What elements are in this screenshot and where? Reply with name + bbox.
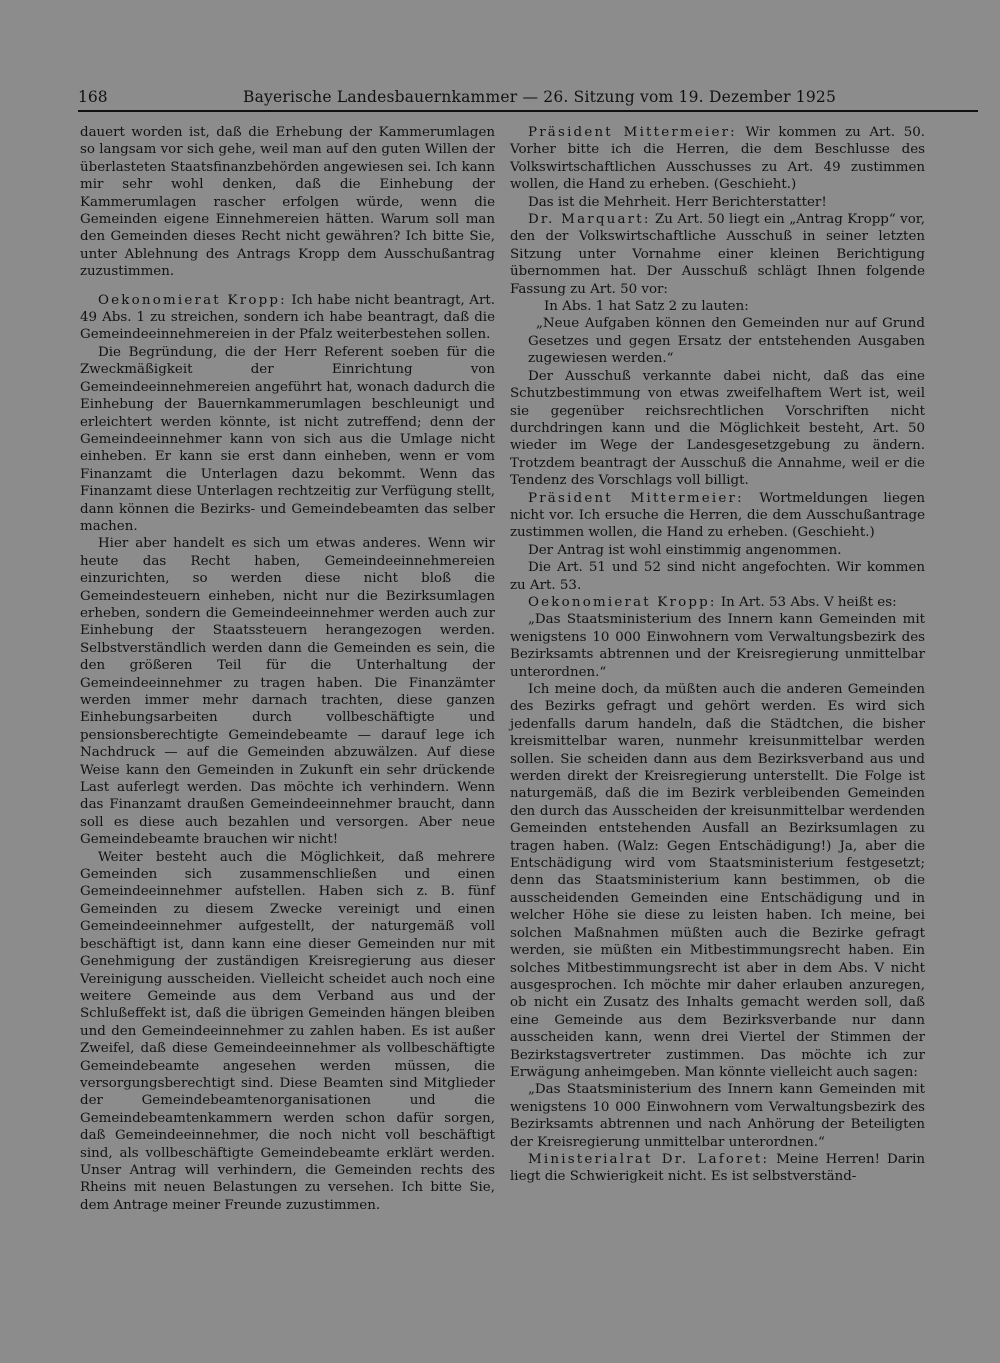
- page-header: [78, 88, 978, 112]
- paragraph: [510, 1151, 925, 1186]
- paragraph: dauert worden ist, daß die Erhebung der Kammerumlagen so langsam vor sich gehe, weil man auf den guten Willen der überlasteten Staatsfinanzbehörden angewiesen sei. Ich kann mir sehr wohl denken, daß die Einhebung der Kammerumlagen rascher erfolgen würde, wenn die Gemeinden eigene Einnehmereien hätten. Warum soll man den Gemeinden dieses Recht nicht gewähren? Ich bitte Sie, unter Ablehnung des Antrags Kropp dem Ausschußantrag zuzustimmen.: [80, 125, 495, 280]
- paragraph: [510, 490, 925, 542]
- paragraph: Weiter besteht auch die Möglichkeit, daß mehrere Gemeinden sich zusammenschließen und einen Gemeindeeinnehmer aufstellen. Haben sich z. B. fünf Gemeinden zu diesem Zwecke vereinigt und einen Gemeindeeinnehmer aufgestellt, der naturgemäß voll beschäftigt ist, dann kann eine dieser Gemeinden nur mit Genehmigung der zuständigen Kreisregierung aus dieser Vereinigung ausscheiden. Vielleicht scheidet auch noch eine weitere Gemeinde aus dem Verband aus und der Schlußeffekt ist, daß die übrigen Gemeinden hängen bleiben und den Gemeindeeinnehmer zu zahlen haben. Es ist außer Zweifel, daß diese Gemeindeeinnehmer als vollbeschäftigte Gemeindebeamte angesehen werden müssen, die versorgungsberechtigt sind. Diese Beamten sind Mitglieder der Gemeindebeamtenorganisationen und die Gemeindebeamtenkammern werden schon dafür sorgen, daß Gemeindeeinnehmer, die noch nicht voll beschäftigt sind, als vollbeschäftigte Gemeindebeamte erklärt werden. Unser Antrag will verhindern, die Gemeinden rechts des Rheins mit neuen Belastungen zu versehen. Ich bitte Sie, dem Antrage meiner Freunde zuzustimmen.: [80, 849, 495, 1213]
- paragraph: „Das Staatsministerium des Innern kann Gemeinden mit wenigstens 10 000 Einwohnern vom Verwaltungsbezirk des Bezirksamts abtrennen und nach Anhörung der Beteiligten der Kreisregierung unmittelbar unterordnen.“: [510, 1082, 925, 1150]
- right-column: [510, 124, 925, 1186]
- speech-text: Meine Herren! Darin liegt die Schwierigkeit nicht. Es ist selbstverständ-: [510, 1151, 925, 1185]
- paragraph: Der Ausschuß verkannte dabei nicht, daß das eine Schutzbestimmung von etwas zweifelhaftem Wert ist, weil sie gegenüber reichsrechtlichen Vorschriften nicht durchdringen kann und die Möglichkeit besteht, Art. 50 wieder im Wege der Landesgesetzgebung zu ändern. Trotzdem beantragt der Ausschuß die Annahme, weil er die Tendenz des Vorschlags voll billigt.: [510, 368, 925, 489]
- speaker-name: Oekonomierat Kropp:: [528, 594, 717, 610]
- paragraph: Hier aber handelt es sich um etwas anderes. Wenn wir heute das Recht haben, Gemeindeeinnehmereien einzurichten, so werden diese nicht bloß die Gemeindesteuern einheben, nicht nur die Bezirksumlagen erheben, sondern die Gemeindeeinnehmer werden auch zur Einhebung der Staatssteuern herangezogen werden. Selbstverständlich werden dann die Gemeinden es sein, die den größeren Teil für die Unterhaltung der Gemeindeeinnehmer zu tragen haben. Die Finanzämter werden immer mehr darnach trachten, diese ganzen Einhebungsarbeiten durch vollbeschäftigte und pensionsberechtigte Gemeindebeamte — darauf lege ich Nachdruck — auf die Gemeinden abzuwälzen. Auf diese Weise kann den Gemeinden in Zukunft ein sehr drückende Last auferlegt werden. Das möchte ich verhindern. Wenn das Finanzamt draußen Gemeindeeinnehmer braucht, dann soll es diese auch bezahlen und versorgen. Aber neue Gemeindebeamte brauchen wir nicht!: [80, 536, 495, 848]
- speaker-name: Dr. Marquart:: [528, 212, 651, 228]
- page-number: 168: [78, 88, 108, 106]
- speaker-name: Präsident Mittermeier:: [528, 125, 737, 140]
- left-column: [80, 124, 495, 1214]
- running-title: Bayerische Landesbauernkammer — 26. Sitzung vom 19. Dezember 1925: [243, 88, 837, 106]
- paragraph: „Das Staatsministerium des Innern kann Gemeinden mit wenigstens 10 000 Einwohnern vom Verwaltungsbezirk des Bezirksamts abtrennen und der Kreisregierung unmittelbar unterordnen.“: [510, 612, 925, 680]
- speech-text: Wortmeldungen liegen nicht vor. Ich ersuche die Herren, die dem Ausschußantrage zustimmen wollen, die Hand zu erheben. (Geschieht.): [510, 490, 925, 541]
- speaker-name: Präsident Mittermeier:: [528, 490, 744, 506]
- paragraph: In Abs. 1 hat Satz 2 zu lauten:: [544, 299, 749, 315]
- paragraph: Der Antrag ist wohl einstimmig angenommen.: [528, 542, 842, 558]
- paragraph: [510, 211, 925, 298]
- speech-text: Zu Art. 50 liegt ein „Antrag Kropp“ vor, den der Volkswirtschaftliche Ausschuß in seiner letzten Sitzung unter Vornahme einer kleinen Berichtigung übernommen hat. Der Ausschuß schlägt Ihnen folgende Fassung zu Art. 50 vor:: [510, 212, 925, 297]
- paragraph: „Neue Aufgaben können den Gemeinden nur auf Grund Gesetzes und gegen Ersatz der entstehenden Ausgaben zugewiesen werden.“: [528, 316, 925, 367]
- paragraph: Das ist die Mehrheit. Herr Berichterstatter!: [528, 194, 827, 210]
- paragraph: [80, 292, 495, 344]
- paragraph: Ich meine doch, da müßten auch die anderen Gemeinden des Bezirks gefragt und gehört werden. Es wird sich jedenfalls darum handeln, daß die Städtchen, die bisher kreismittelbar waren, nunmehr kreisunmittelbar werden sollen. Sie scheiden dann aus dem Bezirksverband aus und werden direkt der Kreisregierung unterstellt. Die Folge ist naturgemäß, daß die im Bezirk verbleibenden Gemeinden den durch das Ausscheiden der kreisunmittelbar werdenden Gemeinden entstehenden Ausfall an Bezirksumlagen zu tragen haben. (Walz: Gegen Entschädigung!) Ja, aber die Entschädigung wird vom Staatsministerium festgesetzt; denn das Staatsministerium kann bestimmen, ob die ausscheidenden Gemeinden eine Entschädigung und in welcher Höhe sie diese zu leisten haben. Ich meine, bei solchen Maßnahmen müßten auch die Bezirke gefragt werden, sie müßten ein Mitbestimmungsrecht haben. Ein solches Mitbestimmungsrecht ist aber in dem Abs. V nicht ausgesprochen. Ich möchte mir daher erlauben anzuregen, ob nicht ein Zusatz des Inhalts gemacht werden soll, daß eine Gemeinde aus dem Bezirksverbande nur dann ausscheiden kann, wenn drei Viertel der Stimmen der Bezirkstagsvertreter zustimmen. Das möchte ich zur Erwägung anheimgeben. Man könnte vielleicht auch sagen:: [510, 682, 925, 1080]
- speech-text: Ich habe nicht beantragt, Art. 49 Abs. 1 zu streichen, sondern ich habe beantragt, daß die Gemeindeeinnehmereien in der Pfalz weiterbestehen sollen.: [80, 292, 495, 343]
- speaker-name: Ministerialrat Dr. Laforet:: [528, 1151, 770, 1167]
- speech-text: Wir kommen zu Art. 50. Vorher bitte ich die Herren, die dem Beschlusse des Volkswirtschaftlichen Ausschusses zu Art. 49 zustimmen wollen, die Hand zu erheben. (Geschieht.): [510, 125, 925, 193]
- paragraph: [510, 124, 925, 194]
- paragraph: [510, 594, 925, 611]
- speaker-name: Oekonomierat Kropp:: [98, 292, 287, 308]
- paragraph: Die Art. 51 und 52 sind nicht angefochten. Wir kommen zu Art. 53.: [510, 560, 925, 593]
- speech-text: In Art. 53 Abs. V heißt es:: [716, 594, 897, 610]
- paragraph: Die Begründung, die der Herr Referent soeben für die Zweckmäßigkeit der Einrichtung von Gemeindeeinnehmereien angeführt hat, wonach dadurch die Einhebung der Bauernkammerumlagen beschleunigt und erleichtert werden könnte, ist nicht zutreffend; denn der Gemeindeeinnehmer kann von sich aus die Umlage nicht einheben. Er kann sie erst dann einheben, wenn er vom Finanzamt die Unterlagen dazu bekommt. Wenn das Finanzamt diese Unterlagen rechtzeitig zur Verfügung stellt, dann können die Bezirks- und Gemeindebeamten das selber machen.: [80, 344, 495, 534]
